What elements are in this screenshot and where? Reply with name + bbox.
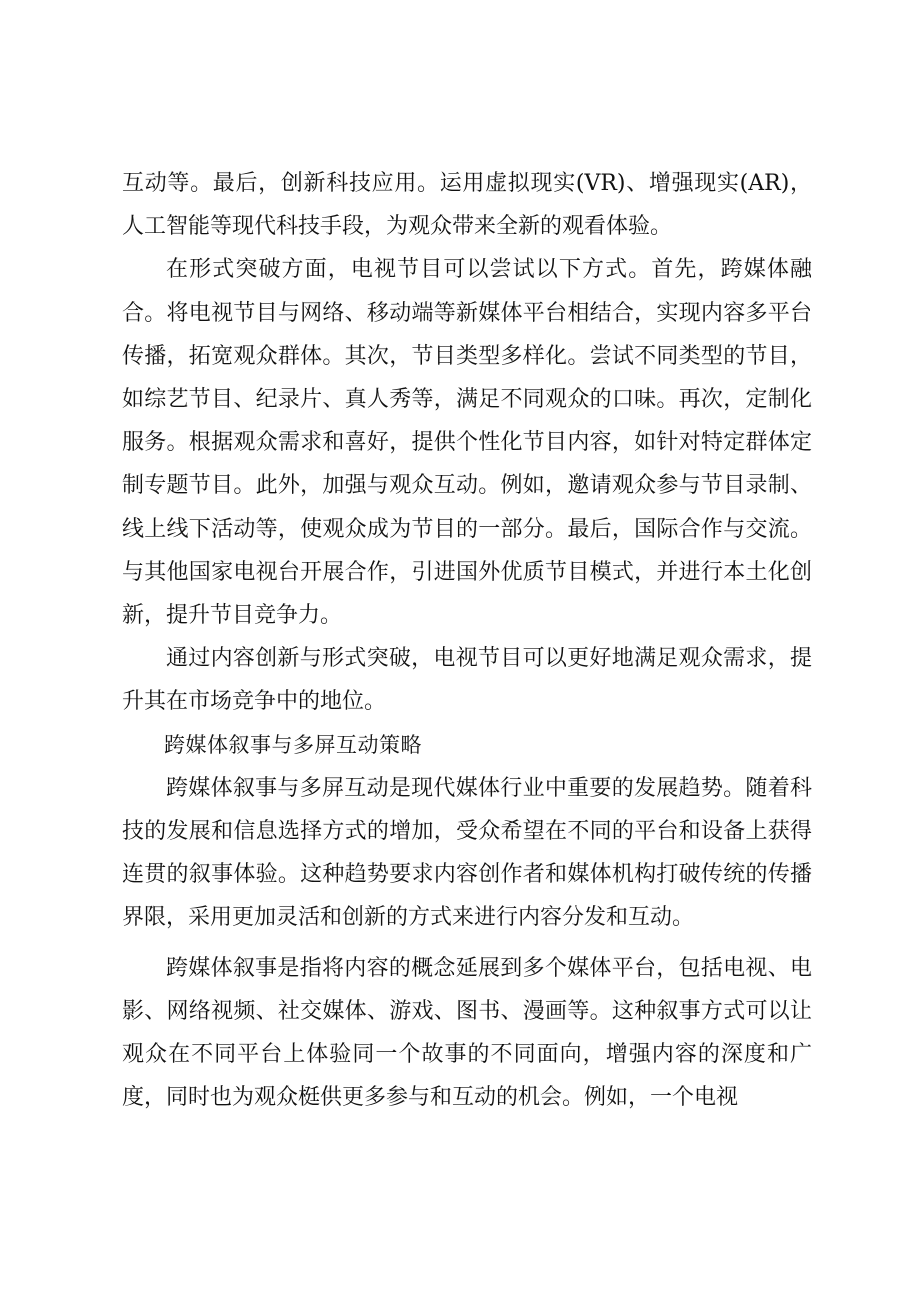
paragraph-form-breakthrough: 在形式突破方面，电视节目可以尝试以下方式。首先，跨媒体融合。将电视节目与网络、移动端等新媒体平台相结合，实现内容多平台传播，拓宽观众群体。其次，节目类型多样化。尝试不同类型的节目，如综艺节目、纪录片、真人秀等，满足不同观众的口味。再次，定制化服务。根据观众需求和喜好，提供个性化节目内容，如针对特定群体定制专题节目。此外，加强与观众互动。例如，邀请观众参与节目录制、线上线下活动等，使观众成为节目的一部分。最后，国际合作与交流。与其他国家电视台开展合作，引进国外优质节目模式，并进行本土化创新，提升节目竞争力。 — [122, 257, 812, 629]
paragraph-cross-media-definition: 跨媒体叙事是指将内容的概念延展到多个媒体平台，包括电视、电影、网络视频、社交媒体、游戏、图书、漫画等。这种叙事方式可以让观众在不同平台上体验同一个故事的不同面向，增强内容的深度和广度，同时也为观众梃供更多参与和互动的机会。例如，一个电视 — [122, 955, 812, 1111]
section-heading: 跨媒体叙事与多屏互动策略 — [164, 732, 422, 757]
paragraph-tech-application: 互动等。最后，创新科技应用。运用虚拟现实(VR)、增强现实(AR)，人工智能等现代科技手段，为观众带来全新的观看体验。 — [122, 171, 812, 240]
document-body — [122, 162, 812, 1119]
paragraph-cross-media-trend: 跨媒体叙事与多屏互动是现代媒体行业中重要的发展趋势。随着科技的发展和信息选择方式的增加，受众希望在不同的平台和设备上获得连贯的叙事体验。这种趋势要求内容创作者和媒体机构打破传统的传播界限，采用更加灵活和创新的方式来进行内容分发和互动。 — [122, 775, 812, 931]
paragraph-conclusion: 通过内容创新与形式突破，电视节目可以更好地满足观众需求，提升其在市场竞争中的地位。 — [122, 646, 812, 715]
